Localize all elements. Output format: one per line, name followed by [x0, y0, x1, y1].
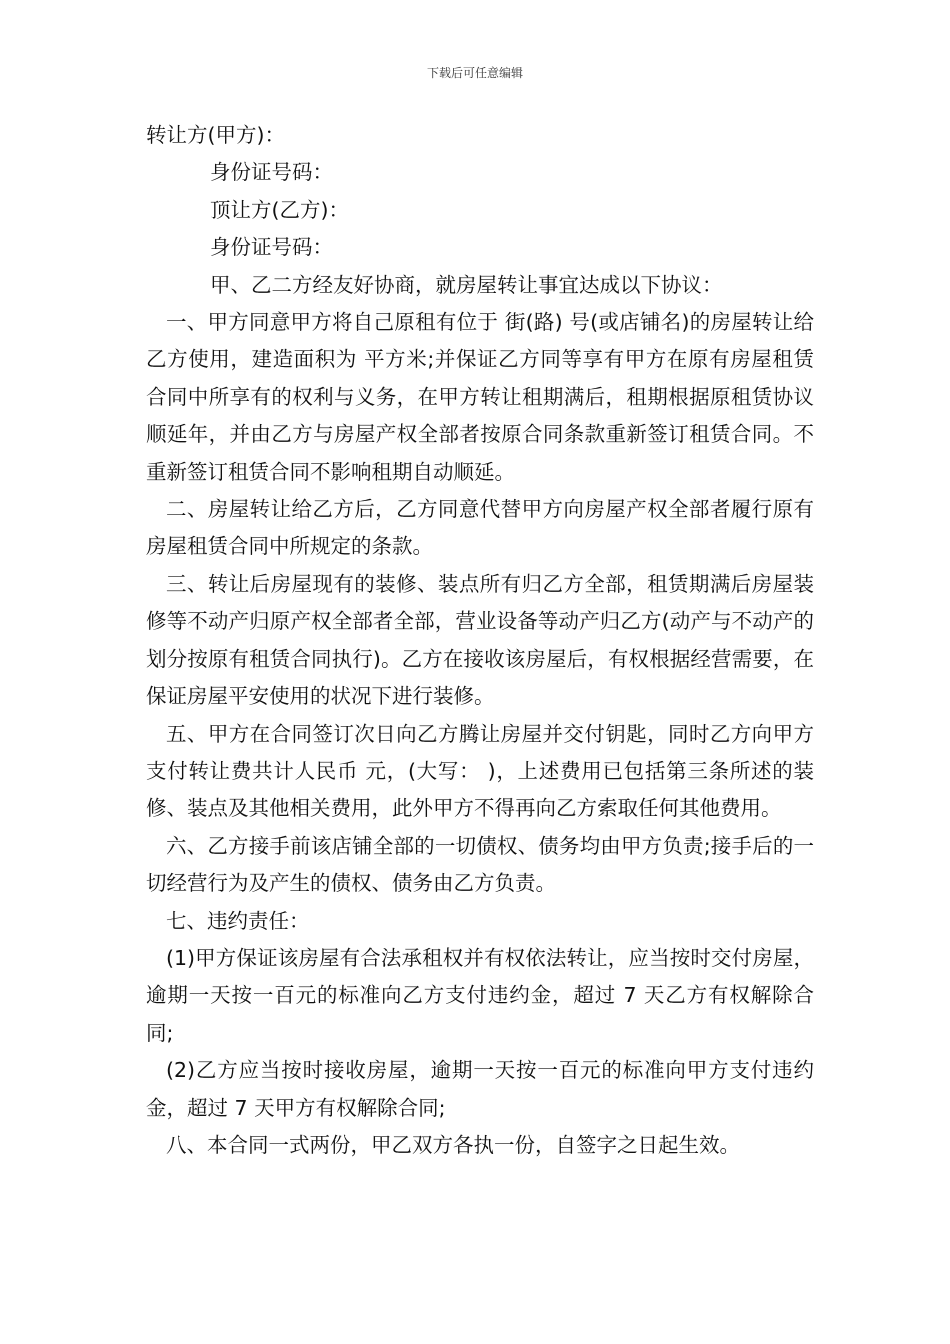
- party-b-label: 顶让方(乙方)：: [210, 197, 349, 222]
- document-body: [146, 117, 814, 1164]
- party-b-id-label: 身份证号码：: [210, 235, 333, 260]
- breach-item-1: (1)甲方保证该房屋有合法承租权并有权依法转让，应当按时交付房屋，逾期一天按一百元的标准向乙方支付违约金，超过 7 天乙方有权解除合同;: [146, 945, 814, 1045]
- breach-title: 七、违约责任：: [166, 908, 310, 933]
- header-note: 下载后可任意编辑: [426, 66, 523, 80]
- clause-2: 二、房屋转让给乙方后，乙方同意代替甲方向房屋产权全部者履行原有房屋租赁合同中所规定的条款。: [146, 497, 814, 559]
- agreement-intro: 甲、乙二方经友好协商，就房屋转让事宜达成以下协议：: [210, 272, 723, 297]
- breach-item-2: (2)乙方应当按时接收房屋，逾期一天按一百元的标准向甲方支付违约金，超过 7 天甲方有权解除合同;: [146, 1058, 814, 1120]
- clause-6: 六、乙方接手前该店铺全部的一切债权、债务均由甲方负责;接手后的一切经营行为及产生的债权、债务由乙方负责。: [146, 833, 814, 896]
- clause-5: 五、甲方在合同签订次日向乙方腾让房屋并交付钥匙，同时乙方向甲方支付转让费共计人民币 元，(大写： )，上述费用已包括第三条所述的装修、装点及其他相关费用，此外甲方不得再向乙方索取任何其他费用。: [146, 721, 814, 821]
- party-a-label: 转让方(甲方)：: [146, 123, 285, 147]
- clause-3: 三、转让后房屋现有的装修、装点所有归乙方全部，租赁期满后房屋装修等不动产归原产权全部者全部，营业设备等动产归乙方(动产与不动产的划分按原有租赁合同执行)。乙方在接收该房屋后，有权根据经营需要，在保证房屋平安使用的状况下进行装修。: [146, 571, 814, 709]
- clause-8: 八、本合同一式两份，甲乙双方各执一份，自签字之日起生效。: [166, 1132, 740, 1157]
- party-a-id-label: 身份证号码：: [210, 160, 333, 185]
- clause-1: 一、甲方同意甲方将自己原租有位于 街(路) 号(或店铺名)的房屋转让给乙方使用，建造面积为 平方米;并保证乙方同等享有甲方在原有房屋租赁合同中所享有的权利与义务，在甲方转让租期满后，租期根据原租赁协议顺延年，并由乙方与房屋产权全部者按原合同条款重新签订租赁合同。不重新签订租赁合同不影响租期自动顺延。: [146, 310, 814, 484]
